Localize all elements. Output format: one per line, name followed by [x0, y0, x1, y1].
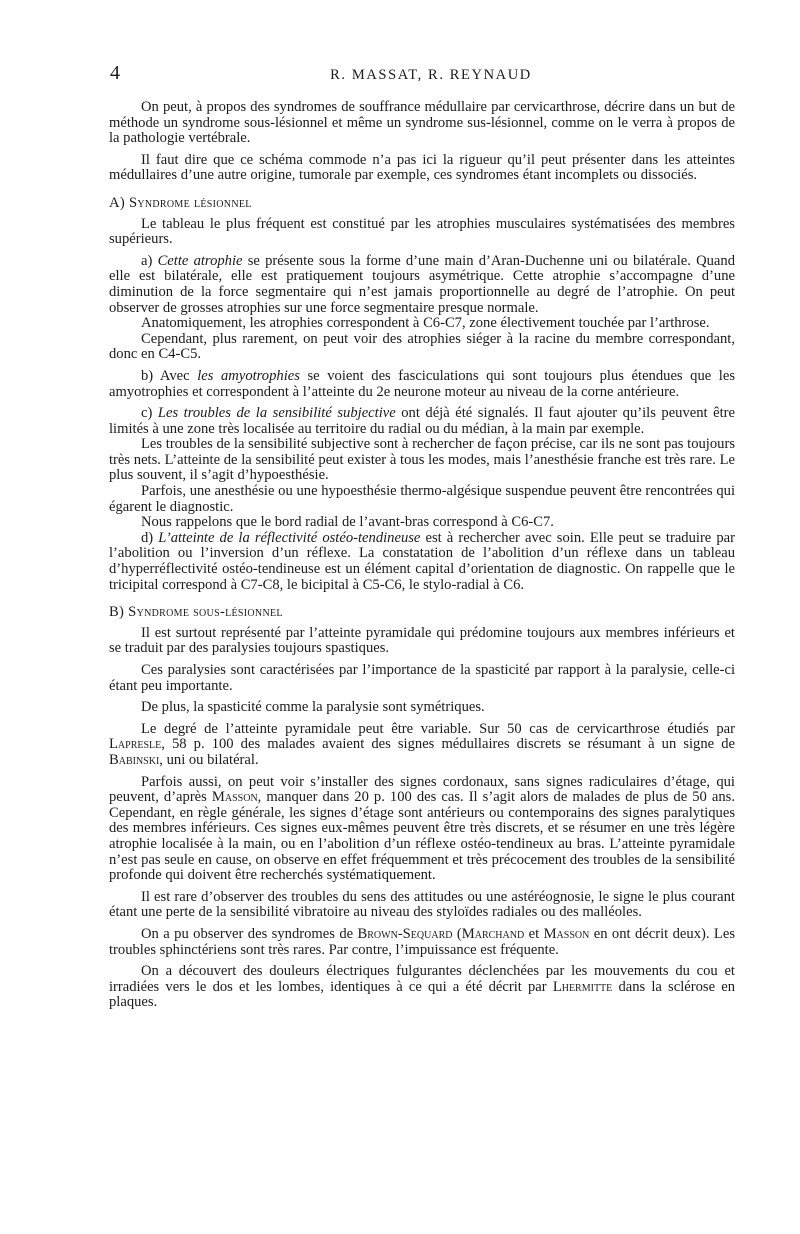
- section-title: Syndrome lésionnel: [128, 194, 252, 211]
- article-body: [109, 100, 735, 1011]
- paragraph-item-d: d) L’atteinte de la réflectivité ostéo-tendineuse est à rechercher avec soin. Elle peut se traduire par l’abolition ou l’inversion d’un réflexe. La constatation de l’abolition d’un réflexe dans un tableau d’hyperréflectivité ostéo-tendineuse est un élément capital d’orientation de diagnostic. On rappelle que le tricipital correspond à C7-C8, le bicipital à C5-C6, le stylo-radial à C6.: [109, 529, 736, 593]
- paragraph: De plus, la spasticité comme la paralysie sont symétriques.: [141, 699, 485, 716]
- paragraph: Cependant, plus rarement, on peut voir des atrophies siéger à la racine du membre correspondant, donc en C4-C5.: [109, 330, 735, 363]
- page-header: [0, 62, 800, 92]
- paragraph: Ces paralysies sont caractérisées par l’importance de la spasticité par rapport à la paralysie, celle-ci étant peu importante.: [109, 662, 735, 694]
- paragraph-item-c: c) Les troubles de la sensibilité subjective ont déjà été signalés. Il faut ajouter qu’ils peuvent être limités à une zone très localisée au territoire du radial ou du médian, à la main par exemple.: [109, 405, 736, 437]
- paragraph-item-b: b) Avec les amyotrophies se voient des fasciculations qui sont toujours plus étendues que les amyotrophies et correspondent à l’atteinte du 2e neurone moteur au niveau de la corne antérieure.: [109, 367, 736, 400]
- running-head: R. MASSAT, R. REYNAUD: [330, 67, 532, 83]
- paragraph: Anatomiquement, les atrophies correspondent à C6-C7, zone électivement touchée par l’arthrose.: [141, 315, 710, 332]
- author-name: Lhermitte: [552, 978, 613, 995]
- section-heading-a: [109, 196, 735, 212]
- paragraph: Parfois, une anesthésie ou une hypoesthésie thermo-algésique suspendue peuvent être rencontrées qui égarent le diagnostic.: [109, 483, 735, 515]
- paragraph: On a découvert des douleurs électriques fulgurantes déclenchées par les mouvements du cou et irradiées vers le dos et les lombes, identiques à ce qui a été décrit par Lhermitte dans la sclérose en plaques.: [109, 963, 736, 1011]
- paragraph: On peut, à propos des syndromes de souffrance médullaire par cervicarthrose, décrire dans un but de méthode un syndrome sous-lésionnel et même un syndrome sus-lésionnel, comme on le verra à propos de la pathologie vertébrale.: [109, 99, 735, 147]
- paragraph: Les troubles de la sensibilité subjective sont à rechercher de façon précise, car ils ne sont pas toujours très nets. L’atteinte de la sensibilité peut exister à tous les modes, mais l’anesthésie franche est très rare. Le plus souvent, il s’agit d’hypoesthésie.: [109, 436, 735, 484]
- paragraph: Le degré de l’atteinte pyramidale peut être variable. Sur 50 cas de cervicarthrose étudiés par Lapresle, 58 p. 100 des malades avaient des signes médullaires discrets se résumant à un signe de Babinski, uni ou bilatéral.: [109, 720, 735, 768]
- author-name: Masson: [543, 925, 590, 942]
- section-title: Syndrome sous-lésionnel: [128, 604, 283, 621]
- paragraph: Parfois aussi, on peut voir s’installer des signes cordonaux, sans signes radiculaires d’étage, qui peuvent, d’après Masson, manquer dans 20 p. 100 des cas. Il s’agit alors de malades de plus de 50 ans. Cependant, en règle générale, les signes d’étage sont antérieurs ou contemporains des signes paralytiques des membres inférieurs. Ces signes eux-mêmes peuvent être très discrets, et se résumer en une très légère atrophie localisée à la main, ou en l’abolition d’un réflexe ostéo-tendineux au bras. L’atteinte pyramidale n’est pas seule en cause, on observe en effet fréquemment et très précocement des troubles de la sensibilité profonde qui doivent être recherchés systématiquement.: [109, 773, 736, 884]
- section-label: A): [109, 194, 125, 211]
- author-name: Marchand: [461, 925, 525, 942]
- page-number: 4: [110, 62, 120, 84]
- paragraph: Il faut dire que ce schéma commode n’a pas ici la rigueur qu’il peut présenter dans les atteintes médullaires d’une autre origine, tumorale par exemple, ces syndromes étant incomplets ou dissociés.: [109, 151, 735, 184]
- paragraph-item-a: a) Cette atrophie se présente sous la forme d’une main d’Aran-Duchenne uni ou bilatérale. Quand elle est bilatérale, elle est pratiquement toujours asymétrique. Cette atrophie s’accompagne d’une diminution de la force segmentaire qui n’est jamais proportionnelle au degré de l’atrophie. On peut observer de grosses atrophies sur une force segmentaire presque normale.: [109, 252, 736, 316]
- author-name: Babinski: [109, 751, 160, 768]
- section-label: B): [109, 604, 125, 621]
- section-heading-b: [109, 605, 735, 621]
- paragraph: Il est rare d’observer des troubles du sens des attitudes ou une astéréognosie, le signe le plus courant étant une perte de la sensibilité vibratoire au niveau des styloïdes radiales ou des malléoles.: [109, 888, 735, 921]
- paragraph: Nous rappelons que le bord radial de l’avant-bras correspond à C6-C7.: [141, 514, 554, 531]
- author-name: Masson: [211, 789, 258, 806]
- paragraph: On a pu observer des syndromes de Brown-Sequard (Marchand et Masson en ont décrit deux). Les troubles sphinctériens sont très rares. Par contre, l’impuissance est fréquente.: [109, 925, 735, 958]
- paragraph: Le tableau le plus fréquent est constitué par les atrophies musculaires systématisées des membres supérieurs.: [109, 215, 735, 248]
- author-name: Brown-Sequard: [357, 925, 453, 942]
- paragraph: Il est surtout représenté par l’atteinte pyramidale qui prédomine toujours aux membres inférieurs et se traduit par des paralysies toujours spastiques.: [109, 624, 735, 657]
- author-name: Lapresle: [109, 736, 162, 753]
